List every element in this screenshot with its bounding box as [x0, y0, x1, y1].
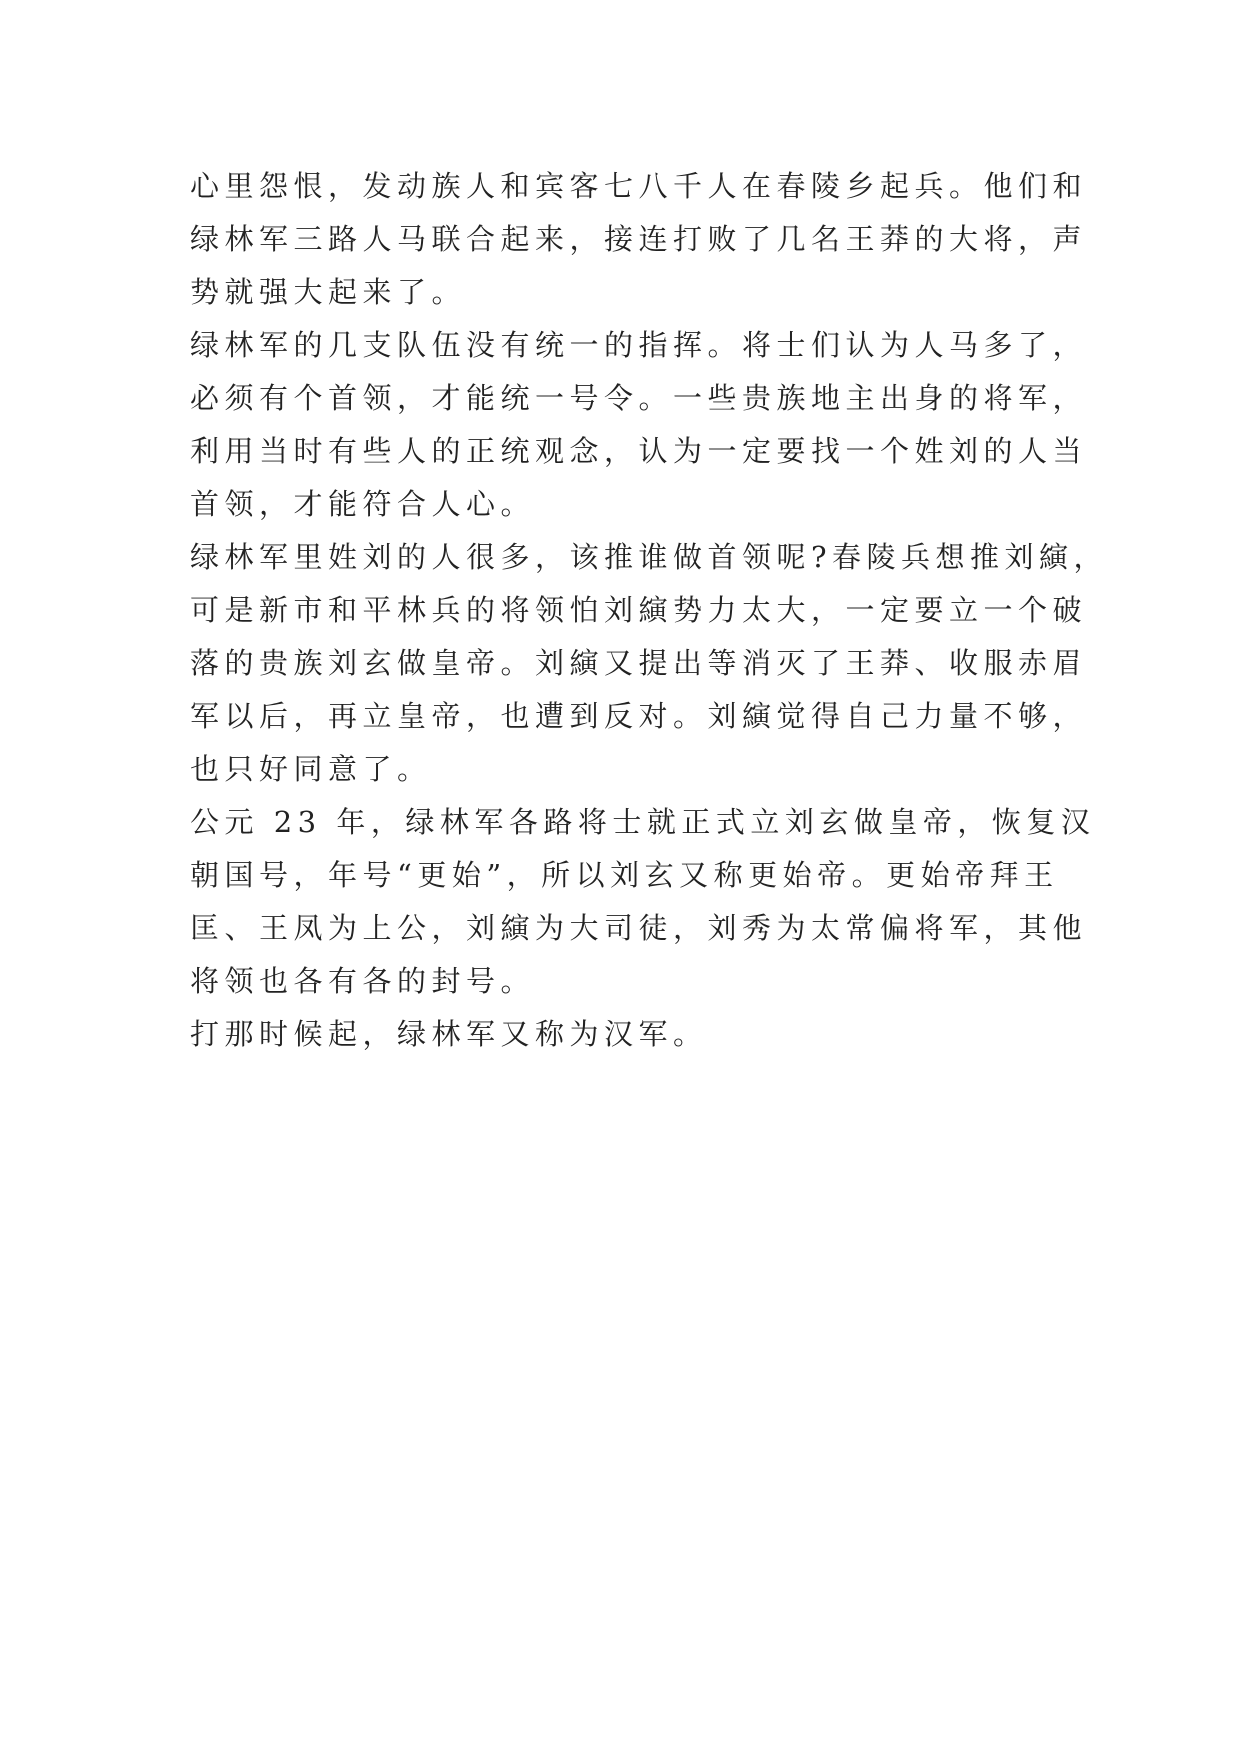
text-line: 匡、王凤为上公，刘縯为大司徒，刘秀为太常偏将军，其他 — [190, 911, 1088, 945]
paragraph-2 — [190, 319, 1088, 531]
text-line: 落的贵族刘玄做皇帝。刘縯又提出等消灭了王莽、收服赤眉 — [190, 646, 1088, 680]
text-line: 公元 23 年，绿林军各路将士就正式立刘玄做皇帝，恢复汉 — [190, 805, 1096, 839]
paragraph-5 — [190, 1008, 1070, 1061]
paragraph-1 — [190, 160, 1088, 319]
text-line: 军以后，再立皇帝，也遭到反对。刘縯觉得自己力量不够， — [190, 699, 1088, 733]
text-line: 首领，才能符合人心。 — [190, 487, 536, 521]
text-line: 必须有个首领，才能统一号令。一些贵族地主出身的将军， — [190, 381, 1088, 415]
text-line: 绿林军里姓刘的人很多，该推谁做首领呢?春陵兵想推刘縯， — [190, 540, 1109, 574]
text-line: 将领也各有各的封号。 — [190, 964, 536, 998]
text-line: 势就强大起来了。 — [190, 275, 467, 309]
text-line: 也只好同意了。 — [190, 752, 432, 786]
text-line: 绿林军三路人马联合起来，接连打败了几名王莽的大将，声 — [190, 222, 1088, 256]
text-line: 朝国号，年号“更始”，所以刘玄又称更始帝。更始帝拜王 — [190, 858, 1059, 892]
text-line: 打那时候起，绿林军又称为汉军。 — [190, 1017, 708, 1051]
text-line: 利用当时有些人的正统观念，认为一定要找一个姓刘的人当 — [190, 434, 1088, 468]
text-line: 绿林军的几支队伍没有统一的指挥。将士们认为人马多了， — [190, 328, 1088, 362]
paragraph-4 — [190, 796, 1096, 1008]
text-line: 心里怨恨，发动族人和宾客七八千人在春陵乡起兵。他们和 — [190, 169, 1088, 203]
text-line: 可是新市和平林兵的将领怕刘縯势力太大，一定要立一个破 — [190, 593, 1088, 627]
document-body — [190, 160, 1109, 1061]
paragraph-3 — [190, 531, 1109, 796]
